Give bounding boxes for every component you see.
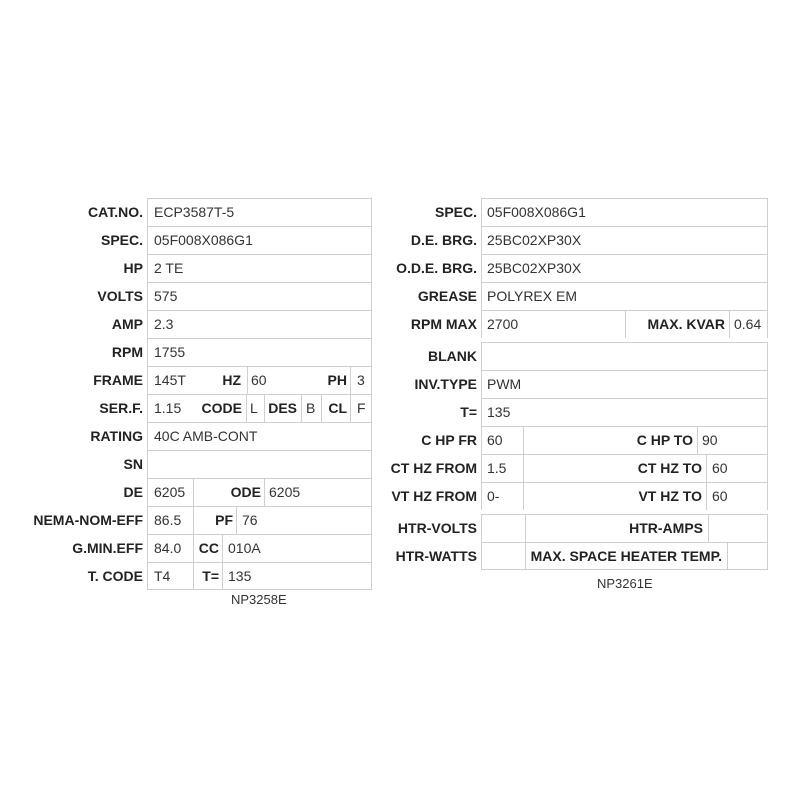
inv-type-value: PWM <box>487 376 522 392</box>
htr-watts-label: HTR-WATTS <box>395 548 477 564</box>
hp-label: HP <box>123 260 143 276</box>
inv-type-label: INV.TYPE <box>414 376 477 392</box>
g-min-eff-label: G.MIN.EFF <box>72 540 143 556</box>
des-label: DES <box>268 400 297 416</box>
rpm-max-value: 2700 <box>487 316 519 332</box>
c-hp-to-value: 90 <box>702 432 718 448</box>
right-nameplate-caption: NP3261E <box>597 576 653 591</box>
volts-label: VOLTS <box>97 288 143 304</box>
frame-label: FRAME <box>93 372 143 388</box>
ode-label: ODE <box>230 484 261 500</box>
cl-value: F <box>357 400 366 416</box>
c-hp-fr-label: C HP FR <box>421 432 477 448</box>
ct-hz-to-value: 60 <box>712 460 728 476</box>
de-value: 6205 <box>154 484 186 500</box>
cat-no-label: CAT.NO. <box>88 204 143 220</box>
rpm-label: RPM <box>111 344 143 360</box>
ode-value: 6205 <box>269 484 301 500</box>
htr-volts-label: HTR-VOLTS <box>397 520 477 536</box>
serf-label: SER.F. <box>99 400 143 416</box>
vt-hz-to-label: VT HZ TO <box>638 488 702 504</box>
de-label: DE <box>123 484 143 500</box>
vt-hz-from-value: 0- <box>487 488 500 504</box>
c-hp-to-label: C HP TO <box>636 432 693 448</box>
ode-brg-label: O.D.E. BRG. <box>396 260 477 276</box>
grease-label: GREASE <box>417 288 477 304</box>
r-spec-label: SPEC. <box>434 204 477 220</box>
cc-label: CC <box>198 540 219 556</box>
hz-value: 60 <box>251 372 267 388</box>
rpm-value: 1755 <box>154 344 186 360</box>
nema-nom-eff-label: NEMA-NOM-EFF <box>33 512 143 528</box>
amp-value: 2.3 <box>154 316 174 332</box>
serf-value: 1.15 <box>154 400 182 416</box>
ode-brg-value: 25BC02XP30X <box>487 260 582 276</box>
spec-value: 05F008X086G1 <box>154 232 253 248</box>
r-spec-value: 05F008X086G1 <box>487 204 586 220</box>
r-t-equals-label: T= <box>460 404 477 420</box>
spec-label: SPEC. <box>100 232 143 248</box>
t-code-label: T. CODE <box>87 568 143 584</box>
rpm-max-label: RPM MAX <box>410 316 477 332</box>
code-value: L <box>250 400 258 416</box>
c-hp-fr-value: 60 <box>487 432 503 448</box>
des-value: B <box>306 400 316 416</box>
htr-amps-label: HTR-AMPS <box>629 520 703 536</box>
ph-value: 3 <box>357 372 365 388</box>
vt-hz-to-value: 60 <box>712 488 728 504</box>
code-label: CODE <box>201 400 242 416</box>
max-kvar-value: 0.64 <box>734 316 762 332</box>
hz-label: HZ <box>222 372 241 388</box>
ph-label: PH <box>327 372 347 388</box>
pf-value: 76 <box>242 512 258 528</box>
t-equals-value: 135 <box>228 568 252 584</box>
de-brg-label: D.E. BRG. <box>410 232 477 248</box>
t-code-value: T4 <box>154 568 171 584</box>
cat-no-value: ECP3587T-5 <box>154 204 235 220</box>
blank-label: BLANK <box>428 348 477 364</box>
t-equals-label: T= <box>202 568 219 584</box>
max-kvar-label: MAX. KVAR <box>647 316 725 332</box>
sn-label: SN <box>123 456 143 472</box>
rating-label: RATING <box>90 428 143 444</box>
nema-nom-eff-value: 86.5 <box>154 512 182 528</box>
ct-hz-to-label: CT HZ TO <box>637 460 702 476</box>
pf-label: PF <box>215 512 233 528</box>
cc-value: 010A <box>228 540 261 556</box>
frame-value: 145T <box>154 372 186 388</box>
cl-label: CL <box>328 400 347 416</box>
left-nameplate-caption: NP3258E <box>231 592 287 607</box>
volts-value: 575 <box>154 288 178 304</box>
vt-hz-from-label: VT HZ FROM <box>391 488 477 504</box>
de-brg-value: 25BC02XP30X <box>487 232 582 248</box>
grease-value: POLYREX EM <box>487 288 577 304</box>
amp-label: AMP <box>111 316 143 332</box>
r-t-equals-value: 135 <box>487 404 511 420</box>
max-space-heater-temp-label: MAX. SPACE HEATER TEMP. <box>530 548 722 564</box>
g-min-eff-value: 84.0 <box>154 540 182 556</box>
ct-hz-from-label: CT HZ FROM <box>390 460 477 476</box>
hp-value: 2 TE <box>154 260 184 276</box>
ct-hz-from-value: 1.5 <box>487 460 507 476</box>
rating-value: 40C AMB-CONT <box>154 428 258 444</box>
